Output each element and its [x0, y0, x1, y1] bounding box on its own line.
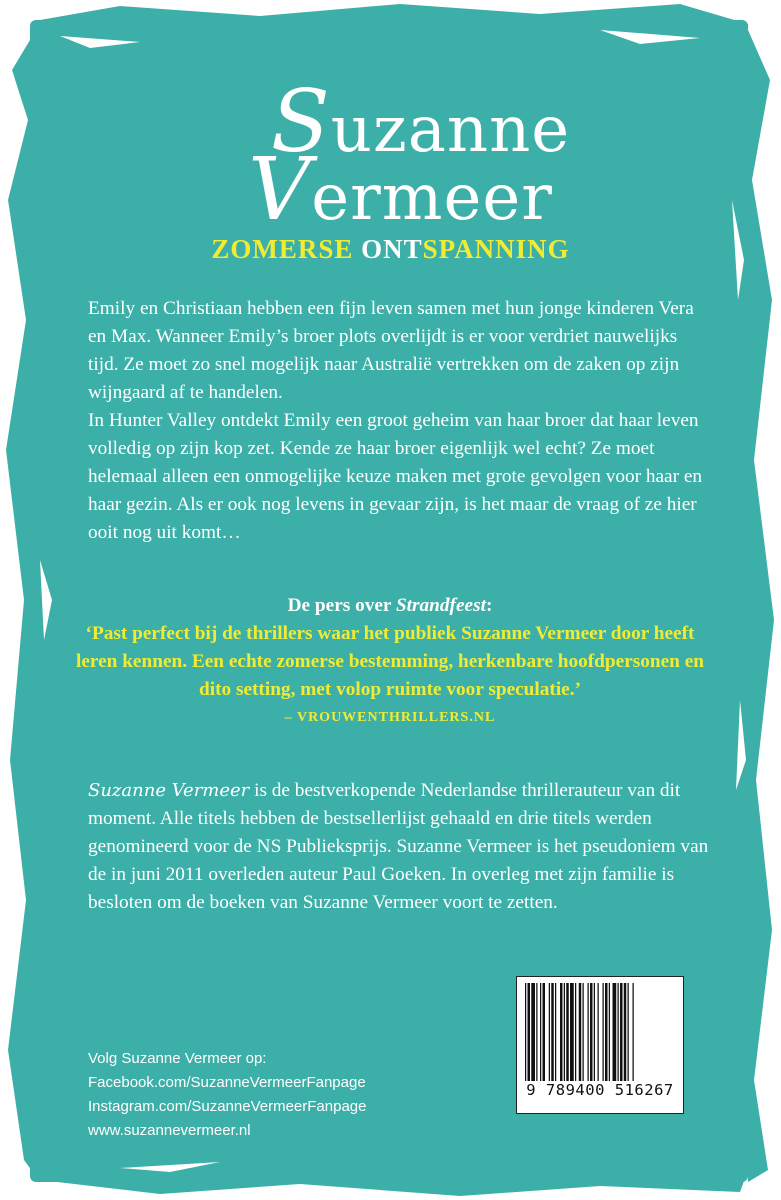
barcode-bar [536, 983, 537, 1081]
bio-author-name: Suzanne Vermeer [88, 780, 250, 801]
facebook-link[interactable]: Facebook.com/SuzanneVermeerFanpage [88, 1074, 366, 1091]
barcode-bar [543, 983, 546, 1081]
press-heading-title: Strandfeest [395, 595, 486, 616]
barcode-bar [575, 983, 576, 1081]
barcode-bar [620, 983, 623, 1081]
press-quote: ‘Past perfect bij de thrillers waar het publiek Suzanne Vermeer door heeft leren kennen. Een echte zomerse bestemming, herkenbare hoofdpersonen en dito setting, met volop ruimte voor speculatie.’ [75, 623, 704, 700]
press-review [70, 592, 710, 732]
blurb-paragraph-1: Emily en Christiaan hebben een fijn leven samen met hun jonge kinderen Vera en Max. Wanneer Emily’s broer plots overlijdt is er voor verdriet nauwelijks tijd. Ze moet zo snel mogelijk naar Australië vertrekken om de zaken op zijn wijngaard af te handelen. [88, 298, 694, 403]
barcode-bar [603, 983, 604, 1081]
press-source: – VROUWENTHRILLERS.NL [284, 710, 496, 725]
barcode-bars [525, 983, 675, 1081]
website-link[interactable]: www.suzannevermeer.nl [88, 1122, 251, 1139]
author-last-rest: ermeer [311, 161, 553, 235]
barcode-bar [588, 983, 589, 1081]
blurb-paragraph-2: In Hunter Valley ontdekt Emily een groot geheim van haar broer dat haar leven volledig op zijn kop zet. Kende ze haar broer eigenlijk wel echt? Ze moet helemaal alleen een onmogelijke keuze maken met grote gevolgen voor haar en haar gezin. Als er ook nog levens in gevaar zijn, is het maar de vraag of ze hier ooit nog uit komt… [88, 410, 703, 543]
barcode-bar [528, 983, 531, 1081]
barcode-bar [598, 983, 599, 1081]
barcode-bar [540, 983, 541, 1081]
barcode-bar [555, 983, 556, 1081]
press-heading-prefix: De pers over [287, 595, 396, 616]
barcode-bar [594, 983, 595, 1081]
author-last-name [0, 140, 781, 240]
barcode-bar [531, 983, 535, 1081]
tagline-part-3: SPANNING [422, 234, 570, 264]
author-bio [88, 777, 718, 917]
bio-text: is de bestverkopende Nederlandse thrillerauteur van dit moment. Alle titels hebben de bestsellerlijst gehaald en drie titels werden genomineerd voor de NS Publieksprijs. Suzanne Vermeer is het pseudoniem van de in juni 2011 overleden auteur Paul Goeken. In overleg met zijn familie is besloten om de boeken van Suzanne Vermeer voort te zetten. [88, 780, 709, 913]
barcode-bar [609, 983, 610, 1081]
barcode-bar [590, 983, 593, 1081]
social-links [88, 1047, 448, 1143]
barcode-bar [560, 983, 563, 1081]
barcode-bar [605, 983, 608, 1081]
barcode-bar [566, 983, 569, 1081]
barcode-bar [549, 983, 550, 1081]
instagram-link[interactable]: Instagram.com/SuzanneVermeerFanpage [88, 1098, 367, 1115]
press-heading [70, 592, 710, 620]
tagline [0, 234, 781, 265]
author-last-initial: V [248, 140, 312, 240]
barcode [516, 976, 684, 1114]
barcode-bar [579, 983, 582, 1081]
barcode-bar [618, 983, 619, 1081]
follow-heading: Volg Suzanne Vermeer op: [88, 1050, 267, 1067]
barcode-bar [551, 983, 554, 1081]
isbn-number: 9 789400 516267 [526, 1081, 674, 1099]
barcode-bar [564, 983, 565, 1081]
barcode-bar [525, 983, 526, 1081]
author-first-rest: uzanne [330, 93, 571, 167]
tagline-part-1: ZOMERSE [211, 234, 362, 264]
author-first-initial: S [270, 72, 331, 172]
press-heading-suffix: : [485, 595, 493, 616]
barcode-bar [633, 983, 634, 1081]
blurb [88, 295, 710, 547]
barcode-bar [583, 983, 584, 1081]
tagline-part-2: ONT [361, 234, 423, 264]
barcode-bar [613, 983, 617, 1081]
barcode-bar [624, 983, 627, 1081]
barcode-bar [628, 983, 629, 1081]
barcode-bar [570, 983, 574, 1081]
